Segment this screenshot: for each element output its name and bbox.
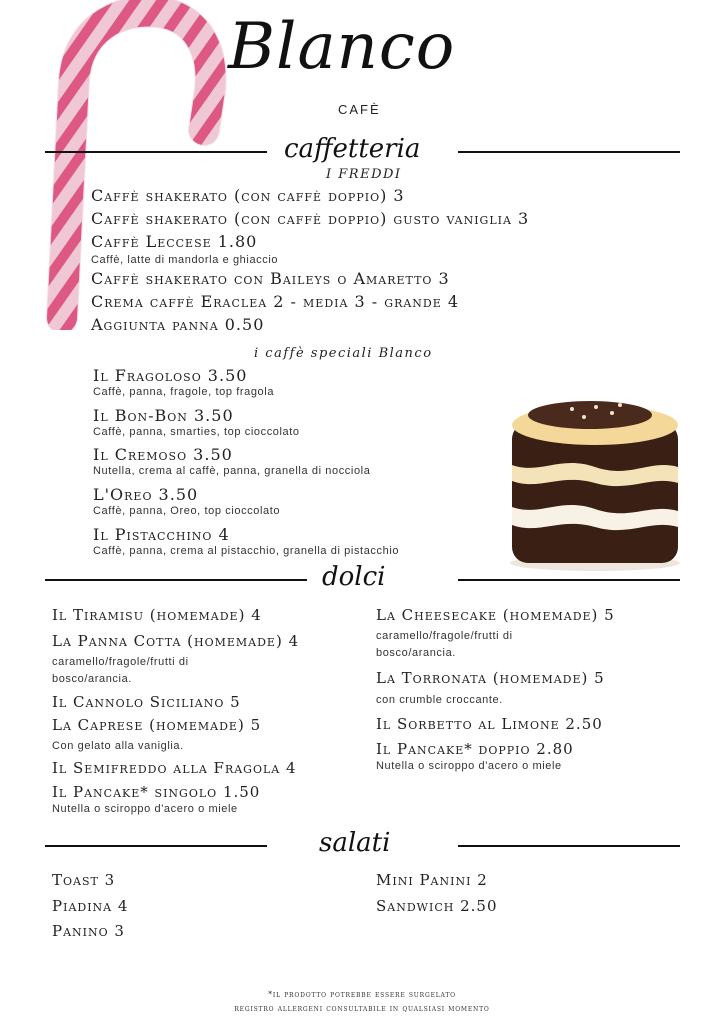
menu-item-description: con crumble croccante. [376,694,503,706]
menu-item: Il Cannolo Siciliano 5 [52,693,241,711]
divider-left [45,579,307,581]
subheading-speciali: i caffè speciali Blanco [254,346,433,361]
menu-item: Il Pancake* doppio 2.80 [376,740,574,758]
menu-item: Il Pancake* singolo 1.50 [52,783,261,801]
menu-item: Panino 3 [52,922,125,940]
menu-item-description: Nutella o sciroppo d'acero o miele [376,760,562,772]
menu-item: Il Tiramisu (homemade) 4 [52,606,262,624]
menu-item-description: Caffè, latte di mandorla e ghiaccio [91,254,279,266]
menu-item: Sandwich 2.50 [376,897,498,915]
menu-item: La Cheesecake (homemade) 5 [376,606,615,624]
menu-item-description: Caffè, panna, Oreo, top cioccolato [93,505,281,517]
menu-item: Piadina 4 [52,897,129,915]
divider-right [458,845,680,847]
menu-item-description: Caffè, panna, crema al pistacchio, granella di pistacchio [93,545,400,557]
menu-item: Crema caffè Eraclea 2 - media 3 - grande 4 [91,292,460,311]
brand-title: Blanco [228,10,456,84]
footer-note-surgelato: *il prodotto potrebbe essere surgelato [268,990,456,999]
menu-item: L'Oreo 3.50 [93,485,199,504]
footer-note-allergeni: registro allergeni consultabile in qualsiasi momento [234,1004,490,1013]
menu-item: Caffè shakerato (con caffè doppio) gusto vaniglia 3 [91,209,530,228]
menu-item-description: caramello/fragole/frutti di bosco/arancia. [376,630,513,659]
menu-item: Toast 3 [52,871,116,889]
menu-item: Aggiunta panna 0.50 [91,315,265,334]
menu-item-description: Caffè, panna, fragole, top fragola [93,386,275,398]
divider-left [45,845,267,847]
menu-item: La Torronata (homemade) 5 [376,669,605,687]
menu-item: Il Bon-Bon 3.50 [93,406,234,425]
menu-item: Il Cremoso 3.50 [93,445,233,464]
menu-item: Il Fragoloso 3.50 [93,366,248,385]
menu-item: Caffè Leccese 1.80 [91,232,258,251]
menu-item: Mini Panini 2 [376,871,488,889]
menu-item-description: Con gelato alla vaniglia. [52,740,184,752]
section-title-salati: salati [319,828,391,858]
section-title-dolci: dolci [322,562,386,592]
section-title-caffetteria: caffetteria [284,134,421,164]
menu-item: Il Sorbetto al Limone 2.50 [376,715,603,733]
menu-item-description: Nutella o sciroppo d'acero o miele [52,803,238,815]
menu-item-description: Caffè, panna, smarties, top cioccolato [93,426,300,438]
menu-item: Caffè shakerato (con caffè doppio) 3 [91,186,405,205]
menu-item-description: Nutella, crema al caffè, panna, granella di nocciola [93,465,371,477]
menu-item: Il Semifreddo alla Fragola 4 [52,759,297,777]
chocolate-dessert-illustration [500,395,690,575]
menu-item: Il Pistacchino 4 [93,525,230,544]
subheading-freddi: I FREDDI [326,167,402,182]
divider-right [458,579,680,581]
menu-item: Caffè shakerato con Baileys o Amaretto 3 [91,269,450,288]
menu-item-description: caramello/fragole/frutti di bosco/arancia. [52,656,189,685]
divider-right [458,151,680,153]
brand-subtitle: CAFÈ [338,102,381,117]
menu-item: La Panna Cotta (homemade) 4 [52,632,300,650]
divider-left [45,151,267,153]
menu-item: La Caprese (homemade) 5 [52,716,262,734]
